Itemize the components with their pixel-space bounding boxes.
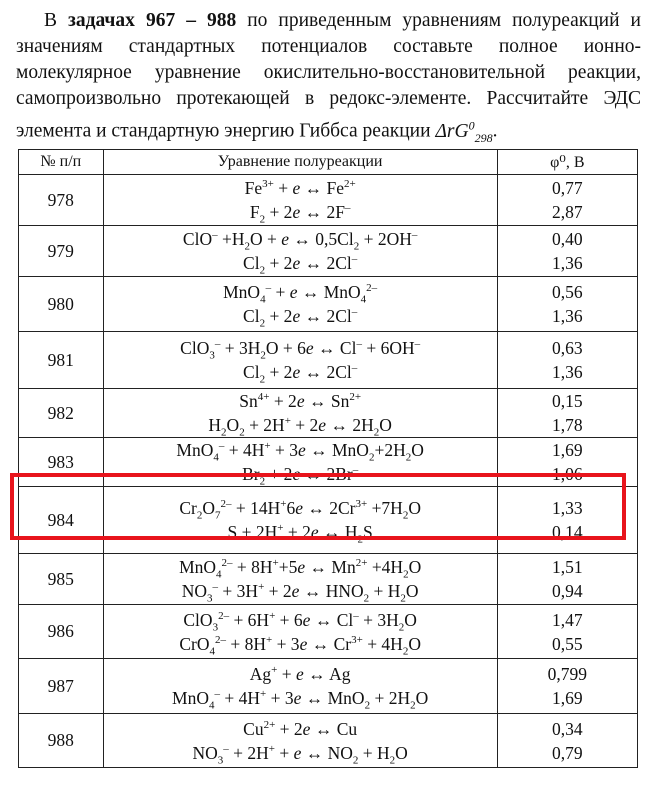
half-reaction-equation: $ClO^- +H_2O + e$ ↔ $0,5Cl_2 + 2OH^-$ bbox=[182, 229, 418, 253]
table-row bbox=[19, 714, 638, 768]
table-row bbox=[19, 332, 638, 389]
half-reaction-equation: $NO_3^- + 2H^+ + e$ ↔ $NO_2 + H_2O$ bbox=[192, 742, 408, 766]
potential-value: 1,36 bbox=[552, 306, 583, 326]
half-reactions-table bbox=[18, 149, 638, 768]
potential-value: 1,69 bbox=[552, 688, 583, 708]
potential-value: 0,40 bbox=[552, 229, 583, 249]
half-reaction-equation: ClO$_3^{2-}$ + 6H+ + 6e ↔ $Cl^- + 3H_2O$ bbox=[183, 609, 417, 633]
half-reaction-equation: $ClO_3^- + 3H_2O + 6e$ ↔ Cl– + 6OH– bbox=[180, 338, 421, 362]
potential-value: 0,94 bbox=[552, 581, 583, 601]
potential-value: 2,87 bbox=[552, 202, 583, 222]
table-row bbox=[19, 487, 638, 554]
standard-potentials bbox=[497, 438, 637, 487]
half-reaction-equation: S + 2H+ + 2e ↔ $H_2S$ bbox=[227, 522, 373, 546]
row-number: 980 bbox=[19, 277, 104, 332]
half-reaction-equation: MnO$_4^{2-}$ + 8H++5e ↔ $Mn^{2+} +4H_2O$ bbox=[179, 557, 422, 581]
half-reaction-equation: $Cl_2 + 2e$ ↔ 2Cl– bbox=[243, 306, 358, 330]
half-reaction-equation: Ag+ + e ↔ Ag bbox=[249, 664, 351, 684]
intro-text-end: . bbox=[492, 120, 498, 142]
task-range: задачах 967 – 988 bbox=[68, 10, 237, 31]
table-row bbox=[19, 389, 638, 438]
gibbs-symbol: ΔrG$^0_{298}$ bbox=[435, 118, 493, 145]
row-number: 985 bbox=[19, 554, 104, 605]
standard-potentials bbox=[497, 487, 637, 554]
half-reaction-equations bbox=[103, 226, 497, 277]
half-reaction-equation: $NO_3^- + 3H^+ + 2e$ ↔ $HNO_2 + H_2O$ bbox=[181, 581, 419, 605]
intro-text-body: по приведенным уравнениям полуреакций и значениям стандартных потенциалов составьте полное ионно-молекулярное уравнение окислительно-восстановительной реакции, самопроизвольно протекающей в редокс-элементе. Рассчитайте ЭДС элемента и стандартную энергию Гиббса реакции bbox=[16, 10, 641, 142]
half-reaction-equation: CrO$_4^{2-}$ + 8H+ + 3e ↔ $Cr^{3+} + 4H_2O$ bbox=[179, 633, 421, 657]
potential-value: 0,63 bbox=[552, 338, 583, 358]
table-row bbox=[19, 175, 638, 226]
potential-value: 1,78 bbox=[552, 415, 583, 435]
row-number: 981 bbox=[19, 332, 104, 389]
header-equation: Уравнение полуреакции bbox=[103, 150, 497, 175]
row-number: 983 bbox=[19, 438, 104, 487]
half-reaction-equations bbox=[103, 487, 497, 554]
standard-potentials bbox=[497, 226, 637, 277]
half-reaction-equation: $Fe^{3+} + e$ ↔ $Fe^{2+}$ bbox=[244, 178, 356, 198]
row-number: 982 bbox=[19, 389, 104, 438]
table-row bbox=[19, 277, 638, 332]
potential-value: 1,33 bbox=[552, 498, 583, 518]
half-reaction-equation: $Br_2 + 2e$ ↔ 2Br– bbox=[242, 464, 359, 488]
potential-value: 1,51 bbox=[552, 557, 583, 577]
half-reaction-equations bbox=[103, 277, 497, 332]
half-reaction-equation: MnO$_4$– + 4H+ + 3e ↔ $MnO_2 + 2H_2O$ bbox=[172, 688, 429, 712]
potential-value: 0,55 bbox=[552, 633, 583, 654]
half-reaction-equation: $F_2 + 2e$ ↔ 2F– bbox=[249, 202, 351, 226]
half-reaction-equations bbox=[103, 332, 497, 389]
intro-text-start: В bbox=[44, 10, 69, 31]
half-reaction-equations bbox=[103, 714, 497, 768]
table-row bbox=[19, 605, 638, 659]
standard-potentials bbox=[497, 332, 637, 389]
potential-value: 1,06 bbox=[552, 464, 583, 484]
half-reaction-equation: $Cu^{2+} + 2e$ ↔ Cu bbox=[243, 718, 358, 739]
row-number: 978 bbox=[19, 175, 104, 226]
standard-potentials bbox=[497, 714, 637, 768]
table-row bbox=[19, 659, 638, 714]
potential-value: 0,79 bbox=[552, 742, 583, 763]
header-number: № п/п bbox=[19, 150, 104, 175]
potential-value: 1,47 bbox=[552, 609, 583, 630]
half-reaction-equation: MnO$_4$– + e ↔ MnO$_4^{2-}$ bbox=[223, 282, 378, 306]
potential-value: 0,14 bbox=[552, 522, 583, 542]
standard-potentials bbox=[497, 659, 637, 714]
half-reaction-equation: MnO$_4$– + 4H+ + 3e ↔ $MnO_2+2H_2O$ bbox=[176, 440, 424, 464]
potential-value: 0,56 bbox=[552, 282, 583, 302]
half-reaction-equation: $Cl_2 + 2e$ ↔ 2Cl– bbox=[243, 362, 358, 386]
half-reaction-equation: $Cr_2O_7^{2-} + 14H^+6e$ ↔ $2Cr^{3+} +7H_2O$ bbox=[179, 498, 421, 522]
half-reaction-equations bbox=[103, 554, 497, 605]
header-potential: φ⁰, В bbox=[497, 150, 637, 175]
half-reaction-equations bbox=[103, 389, 497, 438]
row-number: 987 bbox=[19, 659, 104, 714]
standard-potentials bbox=[497, 605, 637, 659]
half-reaction-equation: $H_2O_2 + 2H^+ + 2e$ ↔ $2H_2O$ bbox=[208, 415, 392, 439]
half-reaction-equations bbox=[103, 175, 497, 226]
row-number: 979 bbox=[19, 226, 104, 277]
half-reaction-equations bbox=[103, 659, 497, 714]
table-row bbox=[19, 226, 638, 277]
potential-value: 1,69 bbox=[552, 440, 583, 460]
standard-potentials bbox=[497, 554, 637, 605]
half-reaction-equations bbox=[103, 438, 497, 487]
table-header-row bbox=[19, 150, 638, 175]
standard-potentials bbox=[497, 175, 637, 226]
half-reaction-equation: $Cl_2 + 2e$ ↔ 2Cl– bbox=[243, 253, 358, 277]
potential-value: 1,36 bbox=[552, 253, 583, 273]
row-number: 984 bbox=[19, 487, 104, 554]
potential-value: 0,15 bbox=[552, 391, 583, 411]
half-reaction-equation: $Sn^{4+} + 2e$ ↔ $Sn^{2+}$ bbox=[239, 391, 362, 411]
half-reaction-equations bbox=[103, 605, 497, 659]
potential-value: 0,799 bbox=[547, 664, 588, 684]
table-row bbox=[19, 438, 638, 487]
standard-potentials bbox=[497, 277, 637, 332]
potential-value: 1,36 bbox=[552, 362, 583, 382]
table-row bbox=[19, 554, 638, 605]
problem-statement bbox=[16, 8, 641, 150]
standard-potentials bbox=[497, 389, 637, 438]
potential-value: 0,77 bbox=[552, 178, 583, 198]
potential-value: 0,34 bbox=[552, 718, 583, 739]
row-number: 986 bbox=[19, 605, 104, 659]
row-number: 988 bbox=[19, 714, 104, 768]
